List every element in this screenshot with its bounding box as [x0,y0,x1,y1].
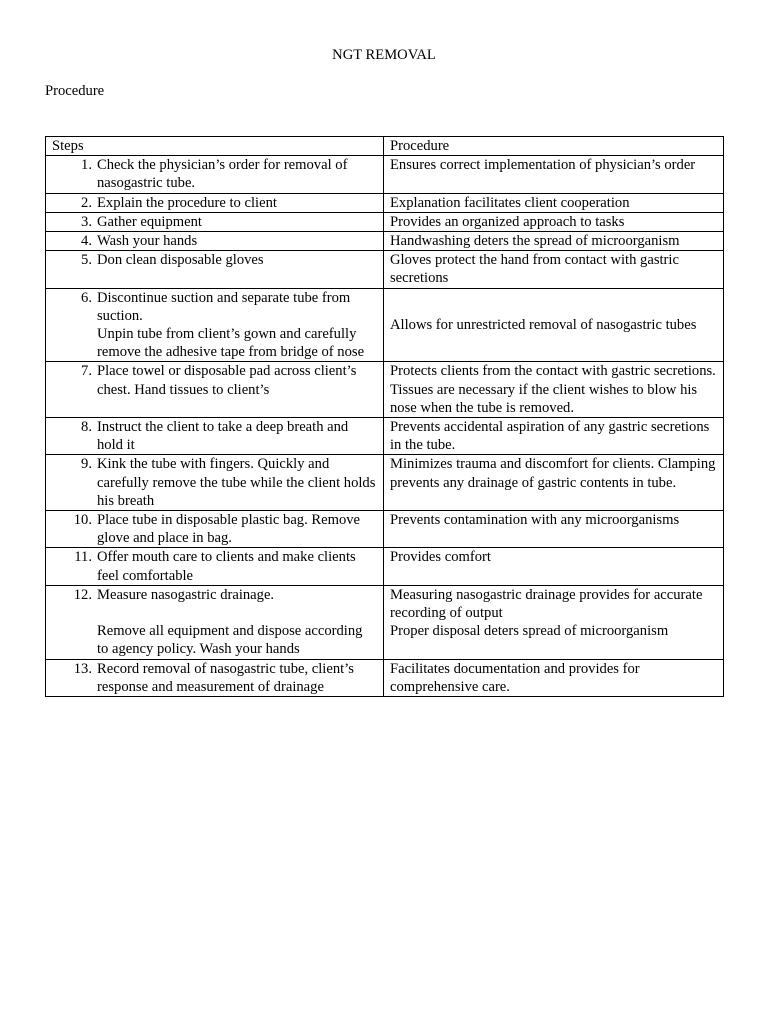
step-number: 13. [73,660,92,677]
step-text: Discontinue suction and separate tube from suction. [97,289,351,324]
step-number: 8. [81,419,92,436]
table-row [46,659,724,696]
step-number: 12. [73,586,92,603]
procedure-cell: Ensures correct implementation of physician’s order [384,156,724,193]
table-row [46,511,724,548]
step-cell [46,288,384,362]
procedure-cell: Facilitates documentation and provides for comprehensive care. [384,659,724,696]
table-row [46,362,724,418]
step-text: Record removal of nasogastric tube, client’s response and measurement of drainage [97,660,354,695]
step-cell [46,455,384,511]
step-number: 5. [81,252,92,269]
step-number: 1. [81,157,92,174]
step-text: Measure nasogastric drainage. [97,586,275,603]
step-text: Don clean disposable gloves [97,252,264,269]
procedure-cell: Explanation facilitates client cooperation [384,193,724,212]
header-procedure: Procedure [384,137,724,156]
step-cell [46,511,384,548]
procedure-cell [384,585,724,659]
table-row [46,288,724,362]
procedure-cell: Minimizes trauma and discomfort for clients. Clamping prevents any drainage of gastric contents in tube. [384,455,724,511]
procedure-cell: Provides comfort [384,548,724,585]
step-number: 6. [81,289,92,306]
step-cell [46,156,384,193]
step-number: 3. [81,213,92,230]
step-number: 9. [81,456,92,473]
step-text: Instruct the client to take a deep breath and hold it [97,419,349,454]
step-cell [46,193,384,212]
step-number: 7. [81,363,92,380]
step-text-continued: Remove all equipment and dispose according to agency policy. Wash your hands [97,623,363,658]
step-cell [46,251,384,288]
table-row [46,548,724,585]
table-row [46,585,724,659]
table-row [46,212,724,231]
procedure-cell: Allows for unrestricted removal of nasogastric tubes [384,288,724,362]
step-cell [46,362,384,418]
step-text: Wash your hands [97,233,198,250]
step-text: Check the physician’s order for removal of nasogastric tube. [97,157,348,192]
table-row [46,193,724,212]
step-text-continued: Unpin tube from client’s gown and carefully remove the adhesive tape from bridge of nose [97,326,365,361]
procedure-cell: Handwashing deters the spread of microorganism [384,232,724,251]
procedure-cell: Protects clients from the contact with gastric secretions. Tissues are necessary if the client wishes to blow his nose when the tube is removed. [384,362,724,418]
table-row [46,251,724,288]
procedure-text-continued: Proper disposal deters spread of microorganism [390,623,669,640]
table-row [46,418,724,455]
step-cell [46,659,384,696]
step-text: Place towel or disposable pad across client’s chest. Hand tissues to client’s [97,363,357,398]
step-number: 11. [74,549,92,566]
section-heading: Procedure [45,83,105,99]
step-number: 2. [81,194,92,211]
step-number: 4. [81,233,92,250]
step-cell [46,585,384,659]
table-header-row [46,137,724,156]
procedure-cell: Provides an organized approach to tasks [384,212,724,231]
step-text: Offer mouth care to clients and make clients feel comfortable [97,549,356,584]
step-number: 10. [73,512,92,529]
header-steps: Steps [46,137,384,156]
step-text: Kink the tube with fingers. Quickly and carefully remove the tube while the client holds his breath [97,456,376,509]
step-text: Place tube in disposable plastic bag. Remove glove and place in bag. [97,512,361,547]
procedure-cell: Prevents accidental aspiration of any gastric secretions in the tube. [384,418,724,455]
step-cell [46,548,384,585]
step-cell [46,418,384,455]
procedure-cell: Prevents contamination with any microorganisms [384,511,724,548]
step-cell [46,232,384,251]
procedure-text: Measuring nasogastric drainage provides for accurate recording of output [390,586,703,622]
table-row [46,156,724,193]
procedure-table [45,136,724,697]
document-title: NGT REMOVAL [332,47,436,63]
table-row [46,455,724,511]
step-text: Explain the procedure to client [97,194,277,211]
step-cell [46,212,384,231]
step-text: Gather equipment [97,213,202,230]
table-row [46,232,724,251]
procedure-cell: Gloves protect the hand from contact with gastric secretions [384,251,724,288]
